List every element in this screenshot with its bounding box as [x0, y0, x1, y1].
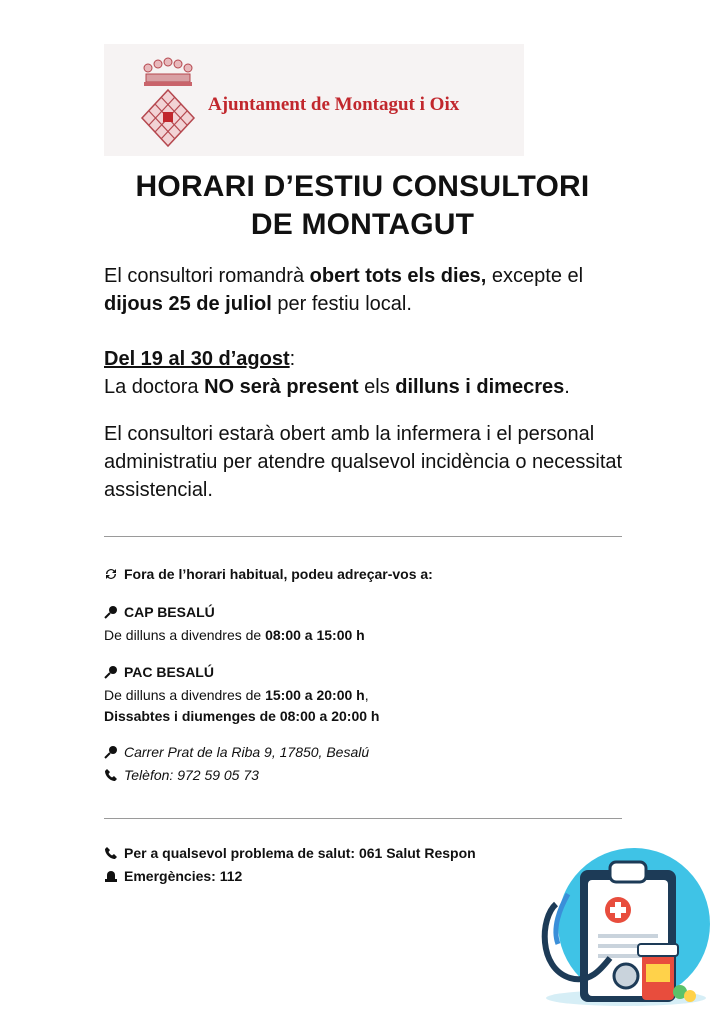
divider: [104, 536, 622, 537]
phone-number: Telèfon: 972 59 05 73: [124, 767, 259, 783]
cap-besalu-block: [104, 602, 365, 646]
divider: [104, 818, 622, 819]
location-pin-icon: [104, 744, 120, 765]
outside-hours-line: [104, 564, 433, 587]
doctor-absent-highlight: NO serà present: [204, 376, 359, 398]
location-pin-icon: [104, 664, 120, 685]
phone-icon: [104, 767, 120, 788]
nurse-paragraph: El consultori estarà obert amb la infermera i el personal administratiu per atendre qualsevol incidència o necessitat assistencial.: [104, 423, 623, 501]
emergency-block: [104, 843, 476, 889]
days-highlight: dilluns i dimecres: [395, 376, 565, 398]
holiday-date-highlight: dijous 25 de juliol: [104, 293, 272, 315]
pac-name: PAC BESALÚ: [124, 664, 214, 680]
text: .: [564, 376, 570, 398]
phone-icon: [104, 845, 120, 866]
open-days-highlight: obert tots els dies,: [309, 265, 487, 287]
text: per festiu local.: [271, 293, 412, 315]
salut-respon-line: Per a qualsevol problema de salut: 061 Salut Respon: [124, 845, 476, 861]
location-pin-icon: [104, 604, 120, 625]
colon: :: [289, 348, 296, 370]
text: els: [358, 376, 396, 398]
medical-clipboard-illustration: [530, 848, 710, 1018]
cap-name: CAP BESALÚ: [124, 604, 215, 620]
pac-schedule-text: De dilluns a divendres de: [104, 687, 266, 703]
ambulance-siren-icon: [104, 868, 120, 889]
outside-hours-text: Fora de l’horari habitual, podeu adreçar-vos a:: [124, 566, 433, 582]
pac-besalu-block: [104, 662, 379, 727]
august-heading: Del 19 al 30 d’agost: [104, 348, 290, 370]
august-notice: [104, 345, 624, 401]
pac-hours: 15:00 a 20:00 h: [265, 687, 365, 703]
text: El consultori romandrà: [104, 265, 310, 287]
cap-schedule-text: De dilluns a divendres de: [104, 627, 266, 643]
text: La doctora: [104, 376, 205, 398]
text: excepte el: [486, 265, 584, 287]
title-line-2: DE MONTAGUT: [250, 208, 475, 241]
coat-of-arms-icon: [140, 52, 196, 148]
emergencies-line: Emergències: 112: [124, 868, 243, 884]
opening-paragraph: [104, 262, 624, 318]
pac-weekend-hours: Dissabtes i diumenges de 08:00 a 20:00 h: [104, 708, 380, 724]
title-line-1: HORARI D’ESTIU CONSULTORI: [135, 170, 590, 203]
refresh-icon: [104, 566, 120, 587]
page-title: [0, 168, 725, 244]
cap-hours: 08:00 a 15:00 h: [265, 627, 365, 643]
contact-block: [104, 742, 369, 788]
organization-name: Ajuntament de Montagut i Oix: [208, 94, 460, 115]
address: Carrer Prat de la Riba 9, 17850, Besalú: [124, 744, 370, 760]
municipality-logo: [104, 44, 524, 156]
comma: ,: [364, 687, 369, 703]
